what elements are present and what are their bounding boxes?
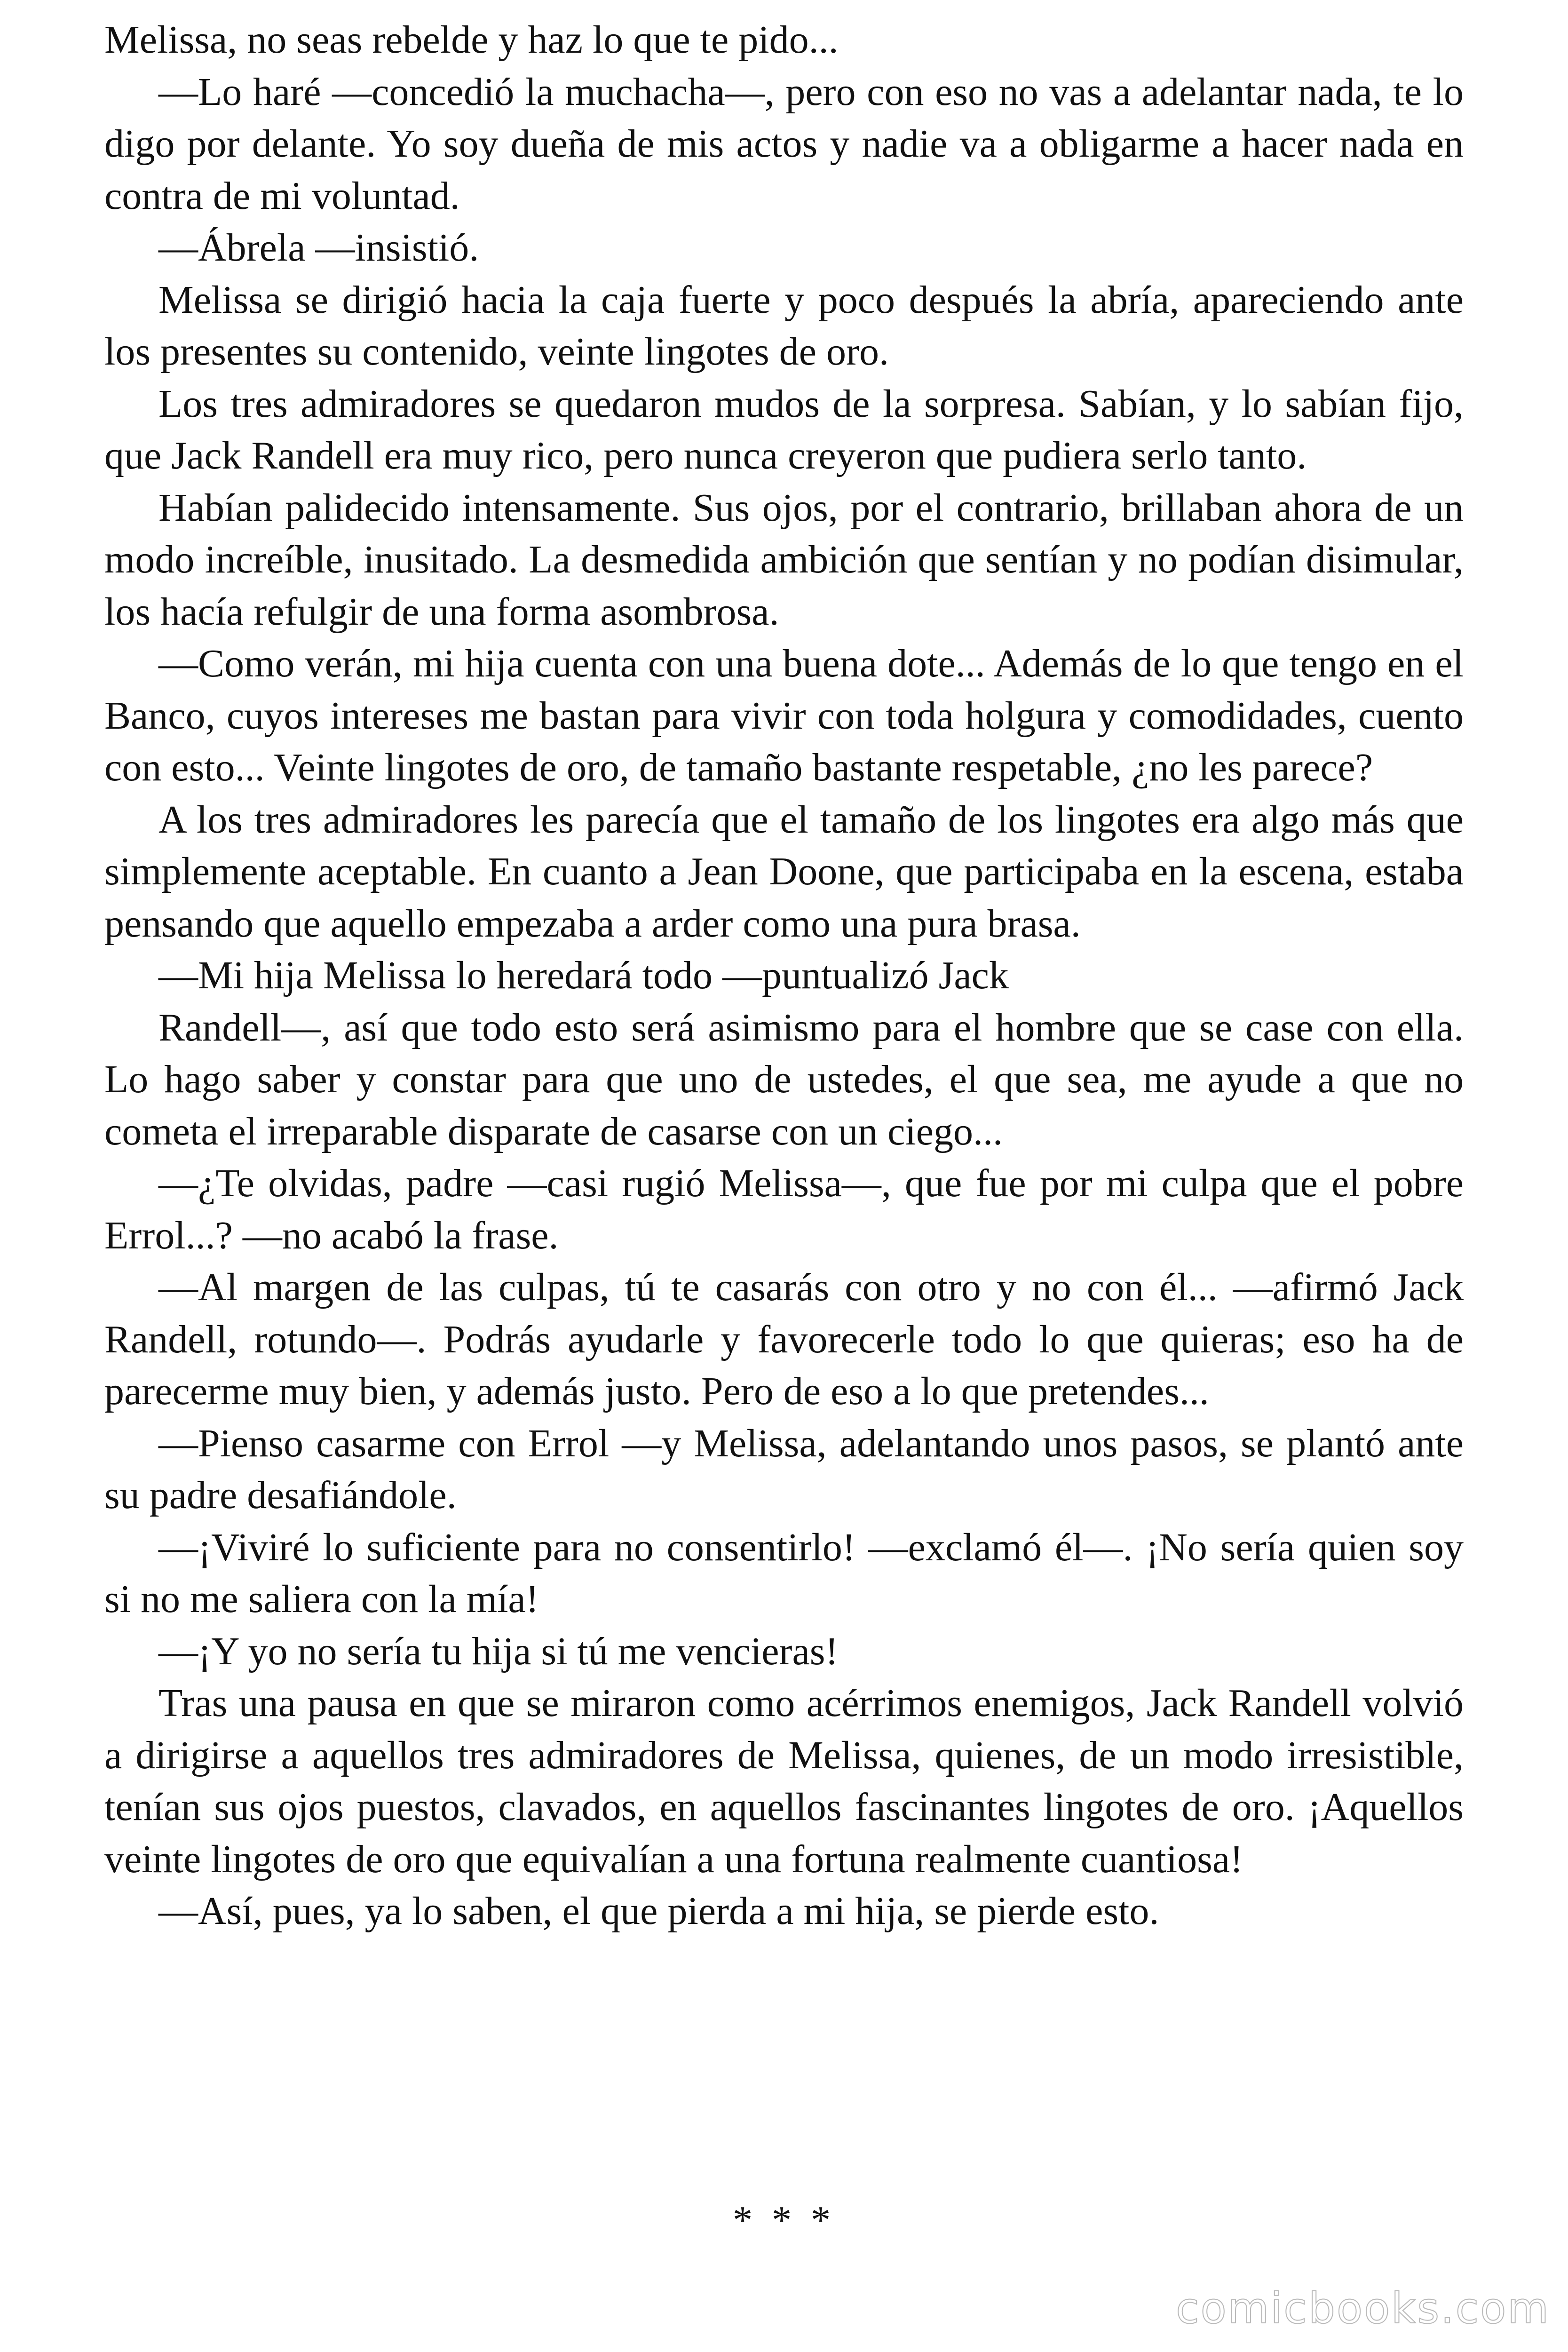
paragraph-9: —Mi hija Melissa lo heredará todo —puntualizó Jack xyxy=(158,954,1009,997)
paragraph-11: —¿Te olvidas, padre —casi rugió Melissa—, que fue por mi culpa que el pobre Errol...? —no acabó la frase. xyxy=(104,1161,1464,1257)
watermark-logo: comicbooks.com xyxy=(1176,2284,1550,2333)
paragraph-7: —Como verán, mi hija cuenta con una buena dote... Además de lo que tengo en el Banco, cuyos intereses me bastan para vivir con toda holgura y comodidades, cuento con esto... Veinte lingotes de oro, de tamaño bastante respetable, ¿no les parece? xyxy=(104,642,1464,789)
paragraph-17: —Así, pues, ya lo saben, el que pierda a mi hija, se pierde esto. xyxy=(158,1889,1159,1933)
paragraph-2: —Lo haré —concedió la muchacha—, pero con eso no vas a adelantar nada, te lo digo por delante. Yo soy dueña de mis actos y nadie va a obligarme a hacer nada en contra de mi voluntad. xyxy=(104,70,1464,218)
paragraph-14: —¡Viviré lo suficiente para no consentirlo! —exclamó él—. ¡No sería quien soy si no me saliera con la mía! xyxy=(104,1525,1464,1621)
paragraph-13: —Pienso casarme con Errol —y Melissa, adelantando unos pasos, se plantó ante su padre desafiándole. xyxy=(104,1421,1464,1517)
paragraph-10: Randell—, así que todo esto será asimismo para el hombre que se case con ella. Lo hago saber y constar para que uno de ustedes, el que sea, me ayude a que no cometa el irreparable disparate de casarse con un ciego... xyxy=(104,1005,1464,1153)
paragraph-8: A los tres admiradores les parecía que el tamaño de los lingotes era algo más que simplemente aceptable. En cuanto a Jean Doone, que participaba en la escena, estaba pensando que aquello empezaba a arder como una pura brasa. xyxy=(104,797,1464,946)
paragraph-16: Tras una pausa en que se miraron como acérrimos enemigos, Jack Randell volvió a dirigirse a aquellos tres admiradores de Melissa, quienes, de un modo irresistible, tenían sus ojos puestos, clavados, en aquellos fascinantes lingotes de oro. ¡Aquellos veinte lingotes de oro que equivalían a una fortuna realmente cuantiosa! xyxy=(104,1681,1464,1881)
paragraph-4: Melissa se dirigió hacia la caja fuerte y poco después la abría, apareciendo ante los presentes su contenido, veinte lingotes de oro. xyxy=(104,278,1464,373)
paragraph-12: —Al margen de las culpas, tú te casarás con otro y no con él... —afirmó Jack Randell, rotundo—. Podrás ayudarle y favorecerle todo lo que quieras; eso ha de parecerme muy bien, y además justo. Pero de eso a lo que pretendes... xyxy=(104,1265,1464,1413)
scene-separator: * * * xyxy=(733,2198,835,2242)
paragraph-15: —¡Y yo no sería tu hija si tú me vencieras! xyxy=(158,1629,839,1673)
paragraph-3: —Ábrela —insistió. xyxy=(158,226,479,270)
book-page xyxy=(104,14,1464,2272)
paragraph-6: Habían palidecido intensamente. Sus ojos, por el contrario, brillaban ahora de un modo increíble, inusitado. La desmedida ambición que sentían y no podían disimular, los hacía refulgir de una forma asombrosa. xyxy=(104,485,1464,634)
paragraph-1: Melissa, no seas rebelde y haz lo que te pido... xyxy=(104,18,839,62)
paragraph-5: Los tres admiradores se quedaron mudos de la sorpresa. Sabían, y lo sabían fijo, que Jack Randell era muy rico, pero nunca creyeron que pudiera serlo tanto. xyxy=(104,381,1464,477)
